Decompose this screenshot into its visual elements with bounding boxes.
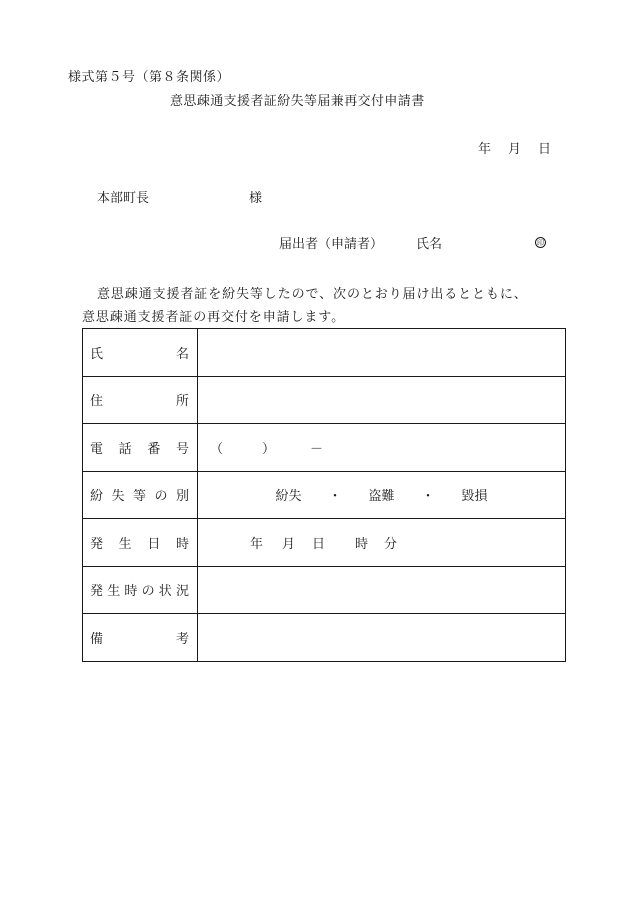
label-name <box>83 329 198 377</box>
situation-value-cell[interactable] <box>198 566 566 614</box>
label-char: 考 <box>175 631 189 647</box>
label-char: 生 <box>107 584 121 600</box>
label-address <box>83 376 198 424</box>
label-char: 失 <box>111 489 125 505</box>
intro-line-1: 意思疎通支援者証を紛失等したので、次のとおり届け出るとともに、 <box>97 287 528 302</box>
recipient-honorific: 様 <box>249 191 263 206</box>
address-value-cell[interactable] <box>198 376 566 424</box>
row-situation <box>83 566 566 614</box>
label-occurrence <box>83 519 198 567</box>
label-phone <box>83 424 198 472</box>
label-char: 況 <box>175 584 189 600</box>
label-char: 時 <box>175 536 189 552</box>
occurrence-hour: 時 <box>355 537 369 552</box>
label-char: 発 <box>90 584 104 600</box>
label-char: 番 <box>147 441 161 457</box>
label-char: 日 <box>147 536 161 552</box>
label-char: 状 <box>158 584 172 600</box>
label-char: 電 <box>90 441 104 457</box>
label-remarks <box>83 614 198 662</box>
document-title: 意思疎通支援者証紛失等届兼再交付申請書 <box>170 94 425 109</box>
option-theft[interactable]: 盗難 <box>368 489 395 505</box>
option-separator: ・ <box>421 489 435 505</box>
label-char: の <box>141 584 155 600</box>
label-situation <box>83 566 198 614</box>
row-address <box>83 376 566 424</box>
row-name <box>83 329 566 377</box>
phone-paren-close: ） <box>262 442 276 457</box>
label-char: 話 <box>118 441 132 457</box>
row-occurrence <box>83 519 566 567</box>
occurrence-year: 年 <box>250 537 264 552</box>
label-char: 名 <box>175 346 189 362</box>
date-month-label: 月 <box>508 142 522 157</box>
label-char: 紛 <box>90 489 104 505</box>
label-char: 氏 <box>90 346 104 362</box>
date-year-label: 年 <box>478 142 492 157</box>
label-char: 所 <box>175 394 189 410</box>
phone-value-cell[interactable] <box>198 424 566 472</box>
recipient-name: 本部町長 <box>97 191 150 206</box>
row-phone <box>83 424 566 472</box>
occurrence-month: 月 <box>282 537 296 552</box>
occurrence-minute: 分 <box>384 537 398 552</box>
label-char: 別 <box>175 489 189 505</box>
applicant-name-label: 氏名 <box>416 237 443 252</box>
form-number: 様式第５号（第８条関係） <box>68 70 231 85</box>
label-char: 生 <box>118 536 132 552</box>
label-loss-type <box>83 471 198 519</box>
intro-line-2: 意思疎通支援者証の再交付を申請します。 <box>82 310 346 325</box>
seal-mark: 印 <box>537 239 544 247</box>
option-separator: ・ <box>328 489 342 505</box>
phone-paren-open: （ <box>210 442 224 457</box>
application-table <box>82 328 566 662</box>
label-char: 備 <box>90 631 104 647</box>
applicant-label: 届出者（申請者） <box>279 237 384 252</box>
label-char: の <box>154 489 168 505</box>
option-damage[interactable]: 毀損 <box>461 489 488 505</box>
option-loss[interactable]: 紛失 <box>275 489 302 505</box>
phone-dash: － <box>310 442 324 457</box>
date-day-label: 日 <box>538 142 552 157</box>
occurrence-day: 日 <box>312 537 326 552</box>
row-remarks <box>83 614 566 662</box>
loss-type-value-cell[interactable] <box>198 471 566 519</box>
name-value-cell[interactable] <box>198 329 566 377</box>
label-char: 等 <box>132 489 146 505</box>
label-char: 発 <box>90 536 104 552</box>
label-char: 時 <box>124 584 138 600</box>
label-char: 住 <box>90 394 104 410</box>
remarks-value-cell[interactable] <box>198 614 566 662</box>
row-loss-type <box>83 471 566 519</box>
label-char: 号 <box>175 441 189 457</box>
occurrence-value-cell[interactable] <box>198 519 566 567</box>
